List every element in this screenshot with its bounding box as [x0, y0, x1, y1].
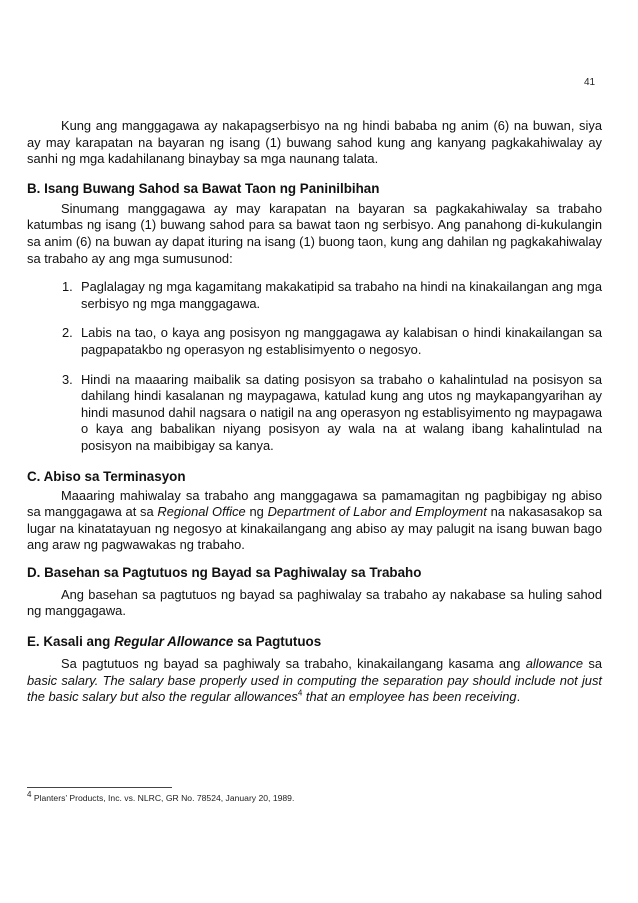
list-item	[27, 279, 602, 312]
section-e-heading-prefix: E. Kasali ang	[27, 634, 115, 650]
section-d-paragraph: Ang basehan sa pagtutuos ng bayad sa paghiwalay sa trabaho ay nakabase sa huling sahod ng manggagawa.	[27, 586, 602, 619]
footnote-reference: 4	[297, 688, 303, 698]
section-e-em-quote-end: that an employee has been receiving	[302, 689, 517, 705]
section-c-text: na nakasasakop sa lugar na kinatatayuan ng negosyo at kinakailangang ang abiso ay may palugit na isang buwan bago ang araw ng pagwawakas ng trabaho.	[27, 504, 602, 553]
section-b-heading: B. Isang Buwang Sahod sa Bawat Taon ng Paninilbihan	[27, 180, 380, 196]
intro-paragraph: Kung ang manggagawa ay nakapagserbisyo na ng hindi bababa ng anim (6) na buwan, siya ay may karapatan na bayaran ng isang (1) buwang sahod kung ang kanyang pagkakahiwalay ay sanhi ng mga kadahilanang binaybay sa mga naunang talata.	[27, 118, 602, 167]
section-e-heading-em: Regular Allowance	[114, 634, 234, 650]
section-e-heading	[27, 633, 602, 650]
footnote-marker: 4	[27, 790, 32, 800]
list-item-number: 1.	[62, 279, 73, 295]
section-c-paragraph	[27, 488, 602, 554]
section-c-text: Maaaring mahiwalay sa trabaho ang manggagawa sa pamamagitan ng pagbibigay ng abiso sa manggagawa at sa	[27, 487, 602, 520]
page-number: 41	[584, 77, 596, 88]
list-item	[27, 372, 602, 455]
section-e-em-quote: basic salary. The salary base properly used in computing the separation pay should include not just the basic salary but also the regular allowances	[27, 672, 602, 705]
footnote	[27, 790, 295, 803]
section-c-heading: C. Abiso sa Terminasyon	[27, 468, 186, 484]
section-c-em-dole: Department of Labor and Employment	[267, 504, 487, 520]
section-c-em-regional-office: Regional Office	[157, 504, 246, 520]
section-b-paragraph: Sinumang manggagawa ay may karapatan na bayaran sa pagkakahiwalay sa trabaho katumbas ng isang (1) buwang sahod para sa bawat taon ng serbisyo. Ang panahong di-kukulangin sa anim (6) na buwan ay dapat ituring na isang (1) buong taon, kung ang dahilan ng pagkakahiwalay sa trabaho ay ang mga sumusunod:	[27, 200, 602, 266]
footnote-text: Planters’ Products, Inc. vs. NLRC, GR No. 78524, January 20, 1989.	[31, 793, 295, 803]
section-c-text: ng	[245, 504, 268, 520]
section-e-em-allowance: allowance	[525, 656, 584, 672]
section-e-heading-suffix: sa Pagtutuos	[233, 634, 322, 650]
section-e-paragraph	[27, 656, 602, 706]
list-item	[27, 325, 602, 358]
list-item-number: 3.	[62, 371, 73, 387]
list-item-text: Paglalagay ng mga kagamitang makakatipid sa trabaho na hindi na kinakailangan ang mga serbisyo ng mga manggagawa.	[81, 279, 602, 311]
document-body	[27, 118, 602, 706]
list-item-text: Labis na tao, o kaya ang posisyon ng manggagawa ay kalabisan o hindi kinakailangan sa pagpapatakbo ng operasyon ng establisimyento o negosyo.	[81, 325, 602, 357]
footnote-divider	[27, 787, 172, 788]
section-e-text: sa	[583, 656, 602, 672]
section-e-text: Sa pagtutuos ng bayad sa paghiwaly sa trabaho, kinakailangang kasama ang	[61, 656, 526, 672]
list-item-number: 2.	[62, 325, 73, 341]
section-d-heading: D. Basehan sa Pagtutuos ng Bayad sa Paghiwalay sa Trabaho	[27, 564, 422, 580]
section-e-text: .	[516, 689, 521, 705]
section-b-list	[27, 279, 602, 454]
list-item-text: Hindi na maaaring maibalik sa dating posisyon sa trabaho o kahalintulad na posisyon sa dahilang hindi kasalanan ng maypagawa, katulad kung ang utos ng maykapangyarihan ay hindi masunod dahil nagsara o natigil na ang operasyon ng establisyimento ng maypagawa o kaya ang babalikan niyang posisyon ay wala na at walang ibang kahalintulad na posisyon na maibibigay sa kanya.	[81, 371, 602, 453]
